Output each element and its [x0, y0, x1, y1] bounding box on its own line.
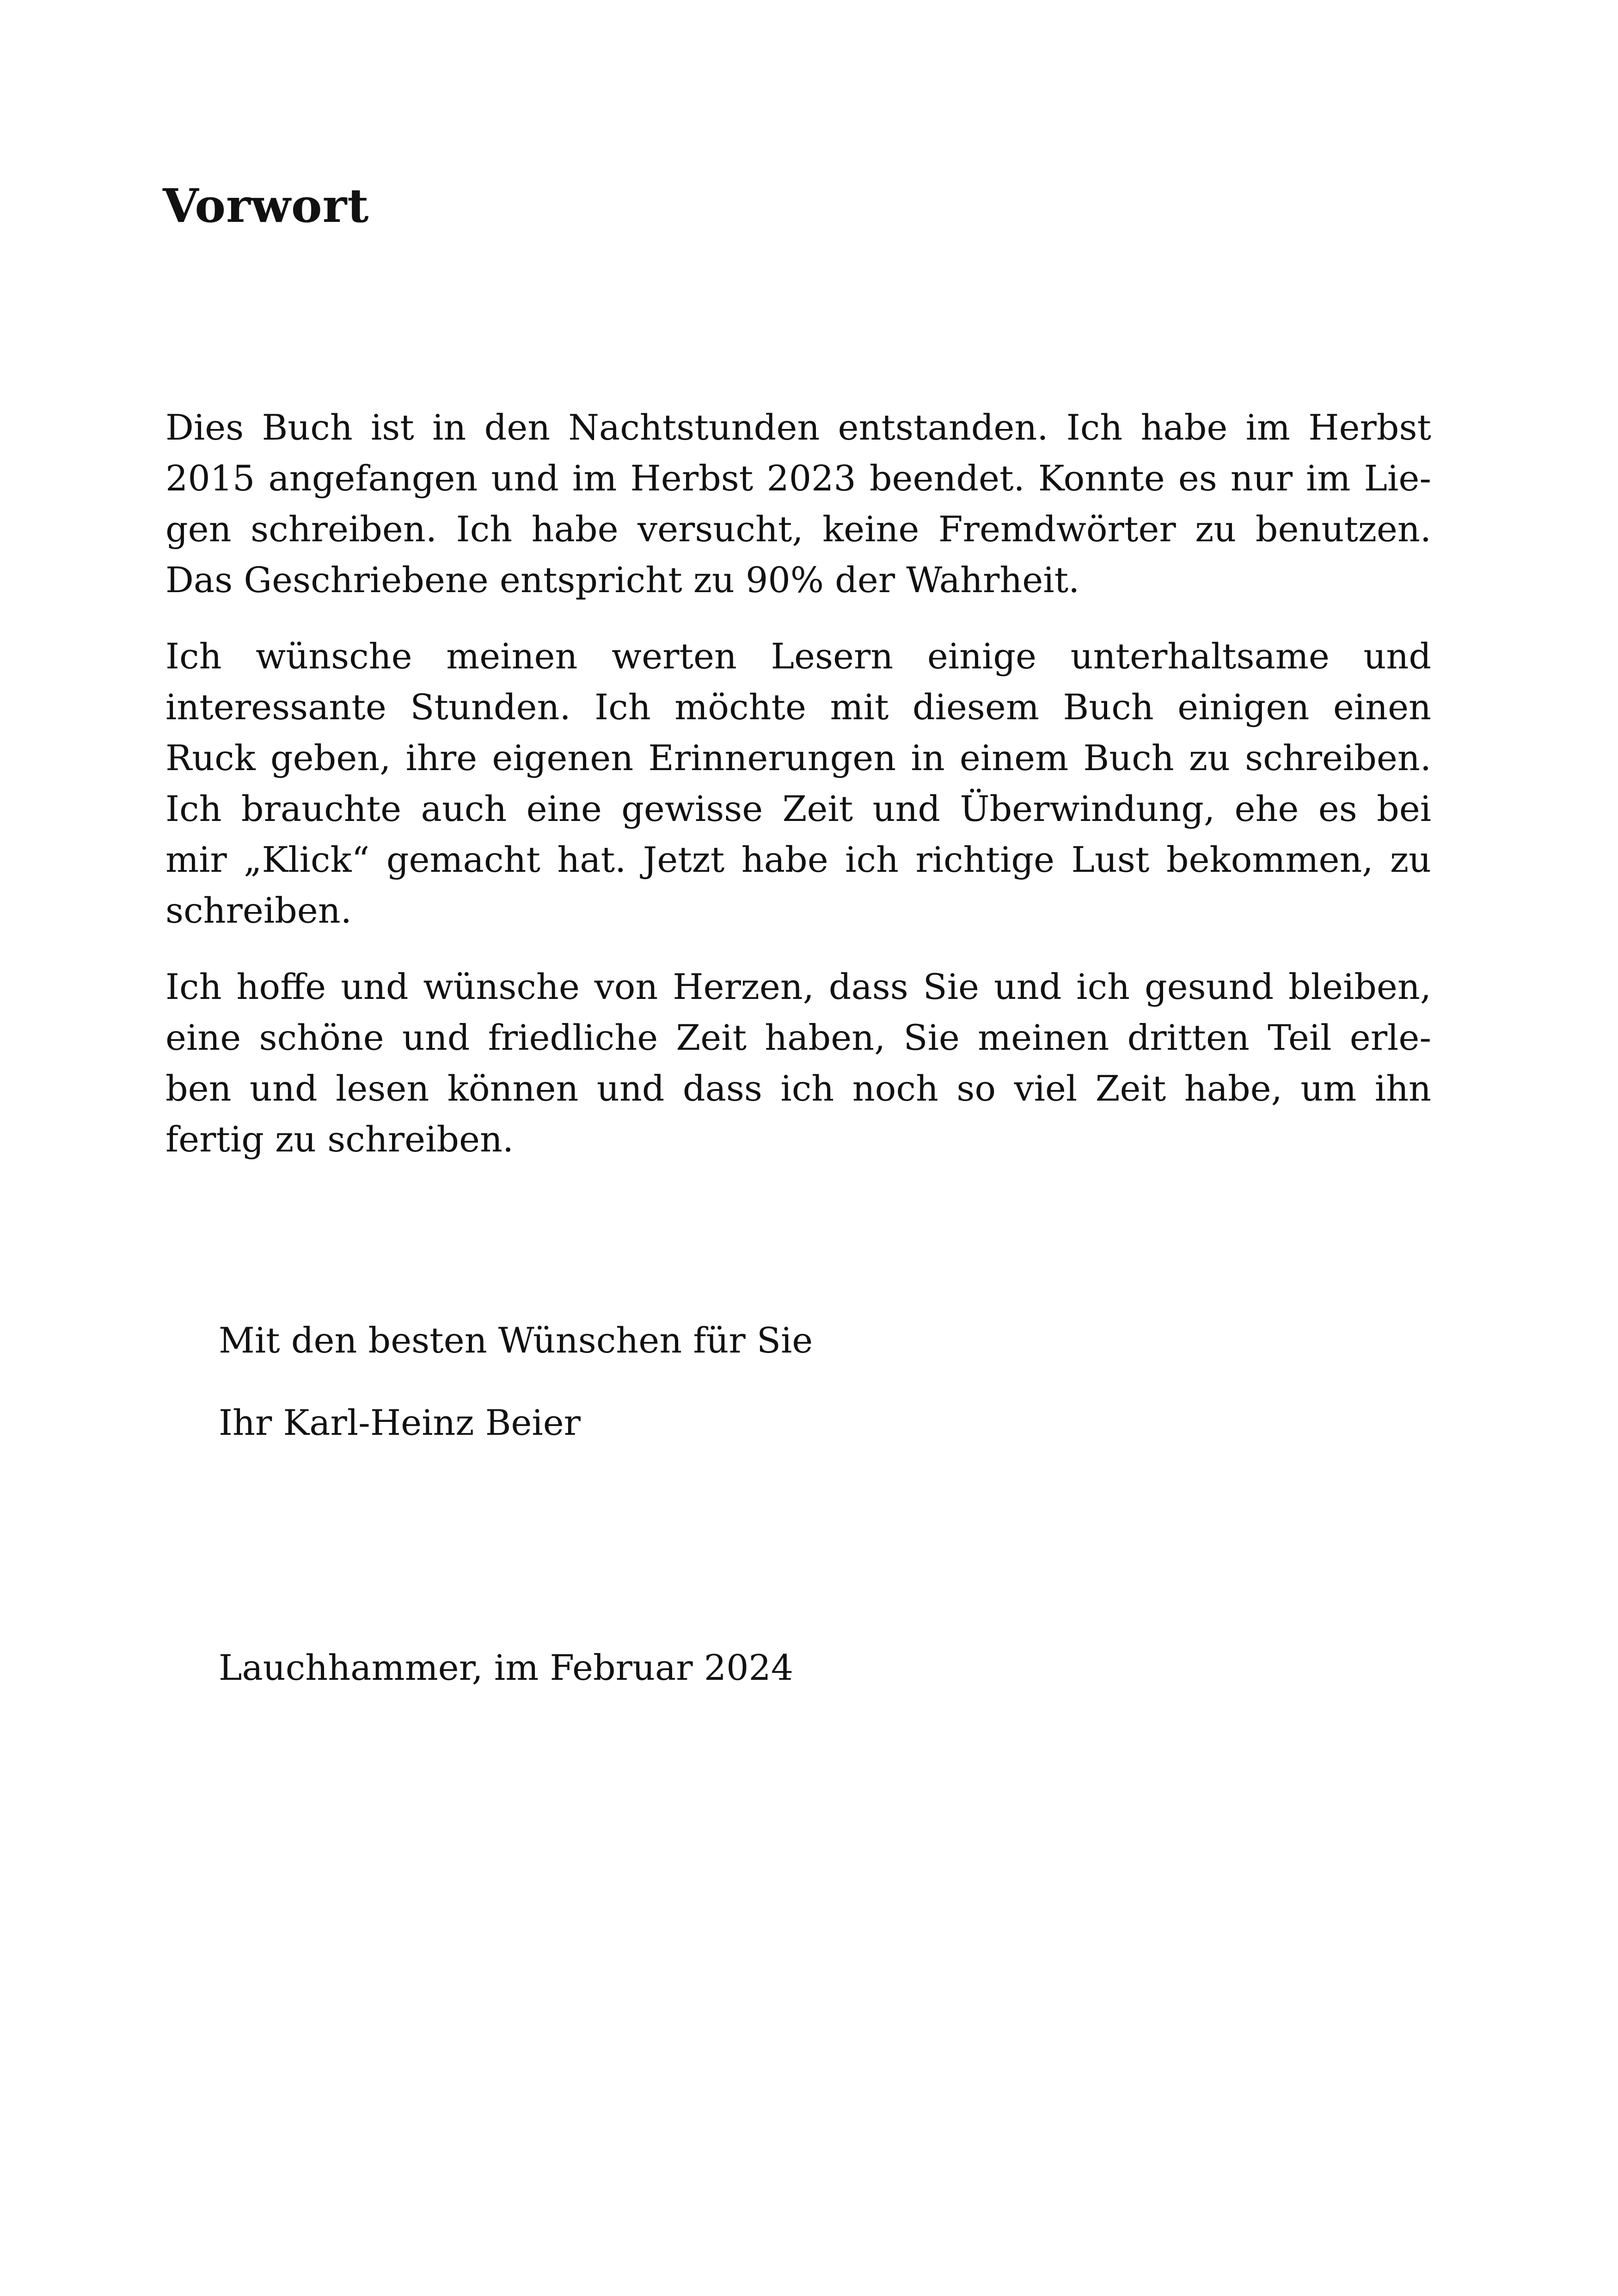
paragraph-1	[165, 402, 1431, 606]
text-line: schreiben.	[165, 890, 352, 931]
text-line: gen schreiben. Ich habe versucht, keine Fremdwörter zu benutzen.	[165, 508, 1431, 550]
text-line: eine schöne und friedliche Zeit haben, Sie meinen dritten Teil erle-	[165, 1017, 1431, 1058]
text-line: interessante Stunden. Ich möchte mit diesem Buch einigen einen	[165, 686, 1431, 728]
text-line: 2015 angefangen und im Herbst 2023 beendet. Konnte es nur im Lie-	[165, 458, 1431, 499]
preface-body	[165, 402, 1431, 1190]
text-line: ben und lesen können und dass ich noch so viel Zeit habe, um ihn	[165, 1068, 1431, 1109]
paragraph-3	[165, 961, 1431, 1165]
text-line: Ich wünsche meinen werten Lesern einige unterhaltsame und	[165, 636, 1431, 677]
paragraph-2	[165, 631, 1431, 936]
text-line: Das Geschriebene entspricht zu 90% der Wahrheit.	[165, 559, 1080, 600]
text-line: Ruck geben, ihre eigenen Erinnerungen in einem Buch zu schreiben.	[165, 737, 1431, 778]
place-and-date: Lauchhammer, im Februar 2024	[219, 1647, 794, 1688]
closing-greeting: Mit den besten Wünschen für Sie	[219, 1320, 813, 1361]
text-line: Ich hoffe und wünsche von Herzen, dass Sie und ich gesund bleiben,	[165, 966, 1431, 1007]
text-line: fertig zu schreiben.	[165, 1119, 514, 1160]
text-line: mir „Klick“ gemacht hat. Jetzt habe ich richtige Lust bekommen, zu	[165, 839, 1431, 880]
page-title: Vorwort	[163, 178, 369, 233]
signature: Ihr Karl-Heinz Beier	[219, 1402, 581, 1443]
text-line: Ich brauchte auch eine gewisse Zeit und Überwindung, ehe es bei	[165, 788, 1431, 829]
text-line: Dies Buch ist in den Nachtstunden entstanden. Ich habe im Herbst	[165, 407, 1431, 448]
